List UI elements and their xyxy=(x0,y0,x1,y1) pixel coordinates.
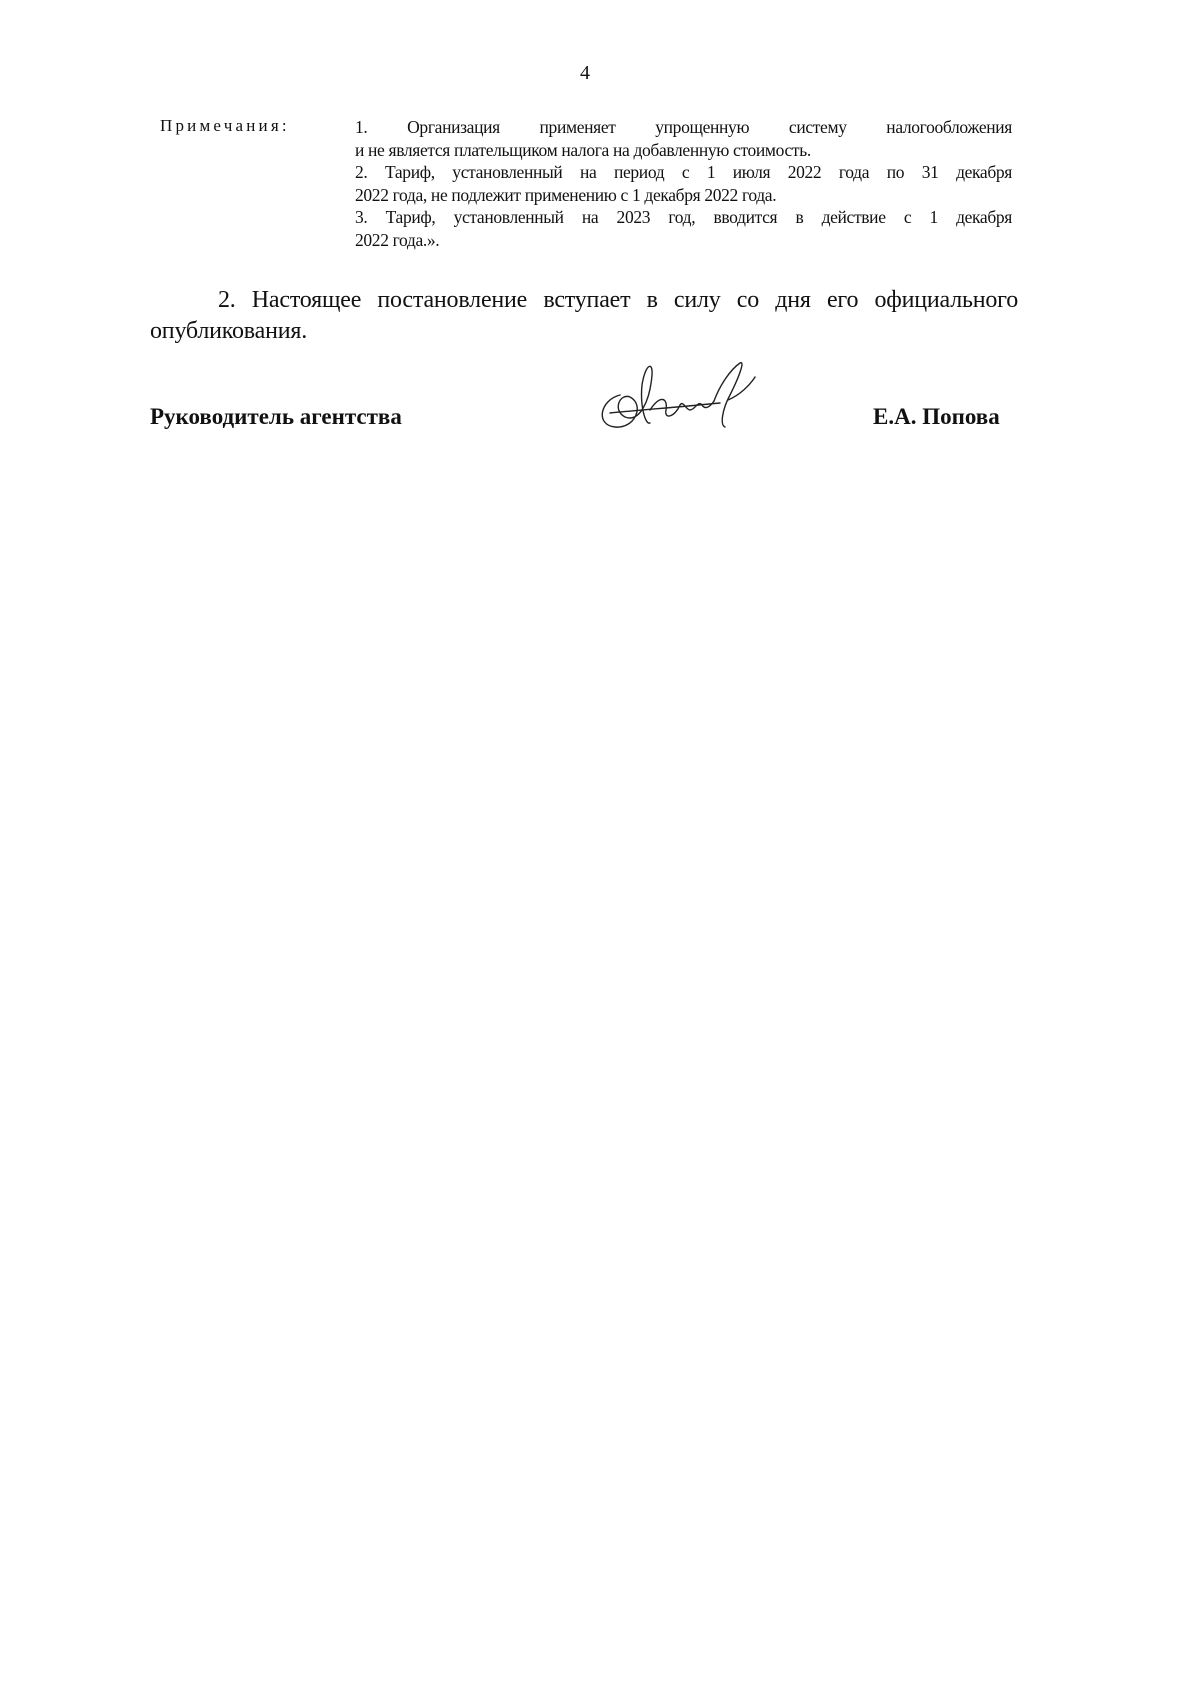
signatory-name: Е.А. Попова xyxy=(873,404,1000,429)
handwritten-signature xyxy=(590,355,770,435)
note-line: и не является плательщиком налога на добавленную стоимость. xyxy=(355,139,811,160)
paragraph-line: опубликования. xyxy=(150,318,307,344)
note-line: 1. Организация применяет упрощенную систему налогообложения xyxy=(355,117,1012,137)
note-line: 2. Тариф, установленный на период с 1 июля 2022 года по 31 декабря xyxy=(355,162,1012,183)
page-number: 4 xyxy=(580,62,590,84)
effective-date-paragraph xyxy=(150,285,1018,347)
notes-list xyxy=(355,116,1012,252)
note-line: 2022 года, не подлежит применению с 1 декабря 2022 года. xyxy=(355,184,777,205)
note-line: 2022 года.». xyxy=(355,229,440,250)
signatory-title: Руководитель агентства xyxy=(150,404,402,429)
notes-label: Примечания: xyxy=(160,116,290,135)
paragraph-line: 2. Настоящее постановление вступает в силу со дня его официального xyxy=(218,287,1018,313)
note-line: 3. Тариф, установленный на 2023 год, вводится в действие с 1 декабря xyxy=(355,207,1012,228)
